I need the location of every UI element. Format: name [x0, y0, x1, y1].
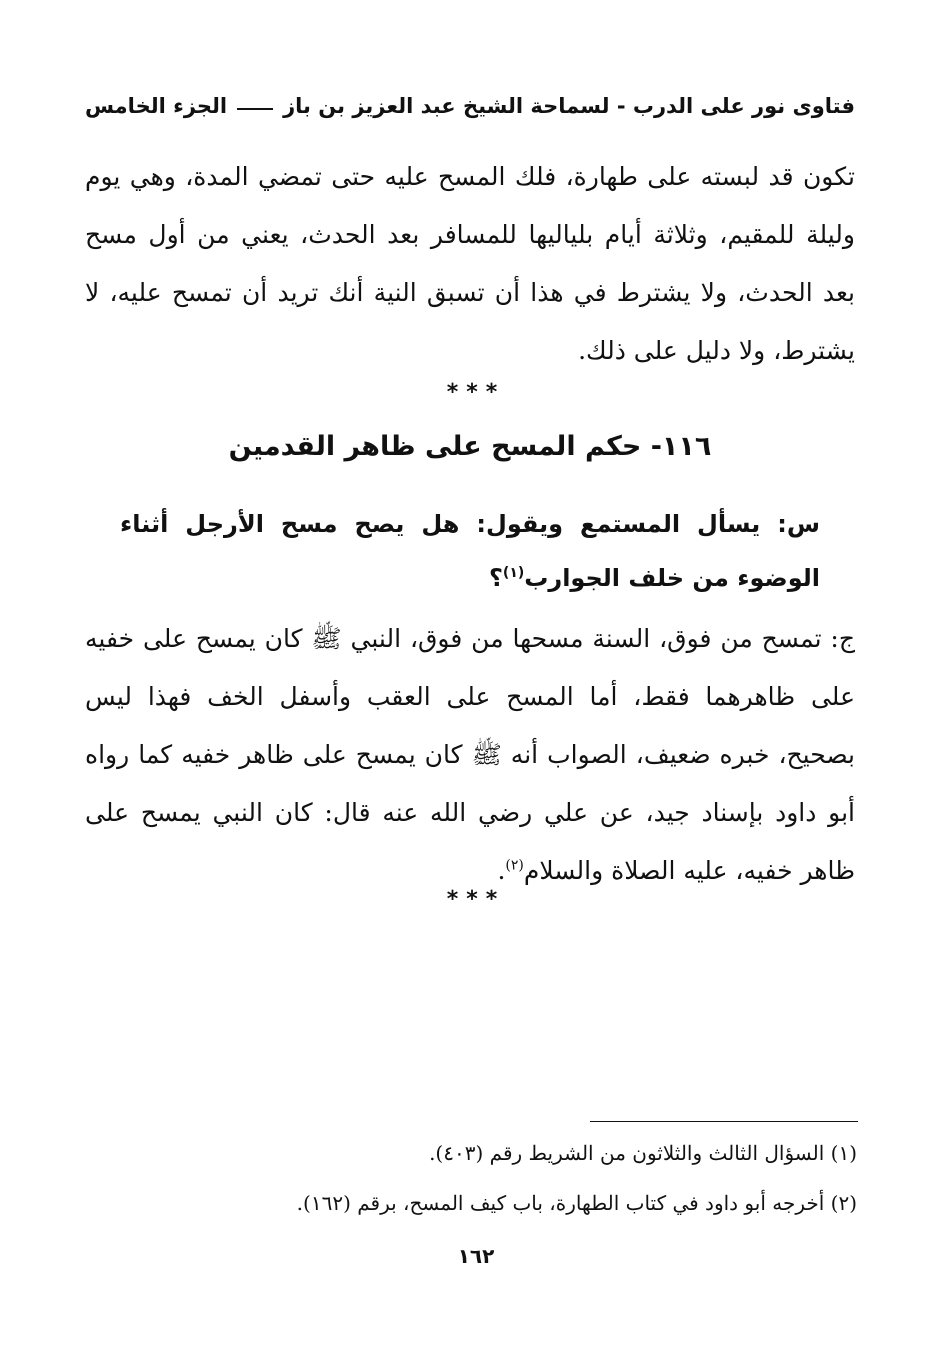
footnote-1: (١) السؤال الثالث والثلاثون من الشريط رقم (٤٠٣).	[429, 1141, 857, 1165]
answer-end: .	[497, 856, 506, 885]
answer-body: ج: تمسح من فوق، السنة مسحها من فوق، النبي ﷺ كان يمسح على خفيه على ظاهرهما فقط، أما المسح على العقب وأسفل الخف فهذا ليس بصحيح، خبره ضعيف، الصواب أنه ﷺ كان يمسح على ظاهر خفيه كما رواه أبو داود بإسناد جيد، عن علي رضي الله عنه قال: كان النبي يمسح على ظاهر خفيه، عليه الصلاة والسلام	[85, 624, 855, 885]
running-header	[85, 86, 855, 126]
fatwa-title: ١١٦- حكم المسح على ظاهر القدمين	[228, 431, 712, 462]
header-volume: الجزء الخامس	[85, 94, 228, 118]
footnotes	[85, 1128, 857, 1228]
question-body: س: يسأل المستمع ويقول: هل يصح مسح الأرجل أثناء الوضوء من خلف الجوارب	[120, 510, 820, 592]
header-book-title: فتاوى نور على الدرب - لسماحة الشيخ عبد العزيز بن باز	[283, 94, 855, 118]
answer-text	[85, 610, 855, 900]
question-mark: ؟	[488, 564, 503, 592]
footnote-divider	[590, 1121, 858, 1122]
section-separator-end: ***	[446, 887, 506, 912]
section-separator: ***	[446, 380, 506, 405]
footnote-ref-1: (١)	[502, 565, 525, 581]
question-text	[120, 497, 820, 605]
paragraph-continuation: تكون قد لبسته على طهارة، فلك المسح عليه حتى تمضي المدة، وهي يوم وليلة للمقيم، وثلاثة أيام بلياليها للمسافر بعد الحدث، يعني من أول مسح بعد الحدث، ولا يشترط في هذا أن تسبق النية أنك تريد أن تمسح عليه، لا يشترط، ولا دليل على ذلك.	[85, 162, 855, 365]
page-number: ١٦٢	[457, 1244, 495, 1268]
footnote-ref-2: (٢)	[505, 857, 524, 874]
header-rule	[237, 108, 273, 110]
footnote-2: (٢) أخرجه أبو داود في كتاب الطهارة، باب كيف المسح، برقم (١٦٢).	[296, 1191, 857, 1215]
